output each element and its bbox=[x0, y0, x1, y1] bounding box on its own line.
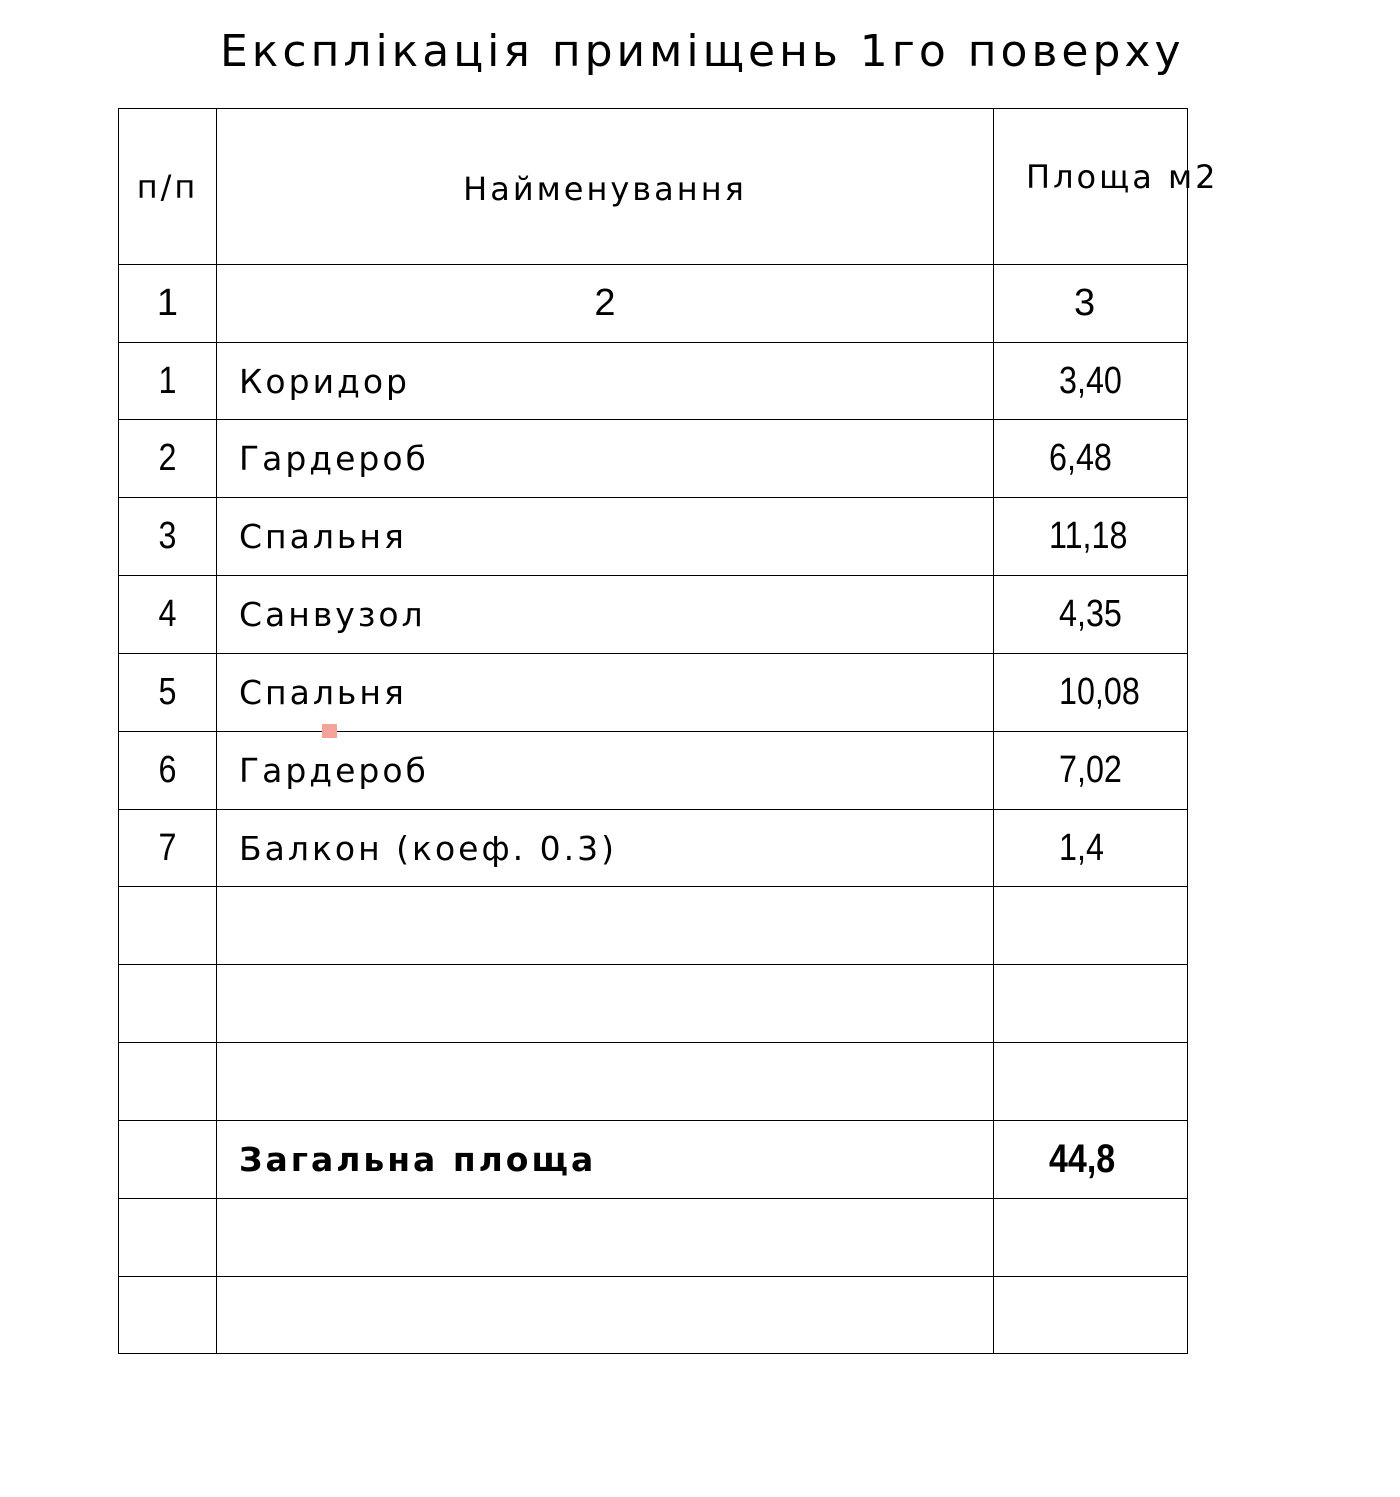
row-number: 1 bbox=[158, 359, 177, 402]
page-title: Експлікація приміщень 1го поверху bbox=[220, 26, 1185, 77]
room-name: Гардероб bbox=[239, 751, 429, 790]
row-number: 5 bbox=[158, 671, 177, 713]
column-number: 1 bbox=[156, 282, 179, 324]
row-number: 6 bbox=[158, 749, 177, 791]
column-number: 2 bbox=[594, 282, 616, 324]
room-area: 4,35 bbox=[1059, 593, 1122, 635]
row-number: 4 bbox=[158, 593, 177, 635]
row-divider bbox=[119, 886, 1187, 887]
column-number: 3 bbox=[1074, 282, 1096, 324]
room-name: Коридор bbox=[239, 361, 410, 401]
row-number: 3 bbox=[158, 515, 177, 557]
room-name: Гардероб bbox=[239, 439, 429, 478]
room-area: 11,18 bbox=[1049, 515, 1128, 557]
row-divider bbox=[119, 1198, 1187, 1199]
room-area: 3,40 bbox=[1059, 359, 1122, 402]
header-num: п/п bbox=[136, 167, 199, 206]
row-number: 7 bbox=[158, 826, 177, 869]
cursor-marker bbox=[322, 724, 337, 738]
room-name: Санвузол bbox=[239, 595, 426, 634]
row-divider bbox=[119, 1042, 1187, 1043]
total-value: 44,8 bbox=[1049, 1137, 1116, 1181]
room-area: 6,48 bbox=[1049, 437, 1112, 479]
header-name: Найменування bbox=[463, 169, 747, 208]
row-divider bbox=[119, 964, 1187, 965]
room-area: 10,08 bbox=[1059, 671, 1140, 713]
explication-table bbox=[118, 108, 1219, 1354]
room-name: Спальня bbox=[239, 517, 407, 556]
header-area: Площа м2 bbox=[1026, 157, 1219, 196]
room-name: Балкон (коеф. 0.3) bbox=[239, 828, 617, 868]
row-number: 2 bbox=[158, 437, 177, 479]
total-label: Загальна площа bbox=[239, 1140, 597, 1179]
room-area: 7,02 bbox=[1059, 749, 1122, 791]
row-divider bbox=[119, 1276, 1187, 1277]
room-name: Спальня bbox=[239, 673, 407, 712]
room-area: 1,4 bbox=[1059, 826, 1104, 869]
